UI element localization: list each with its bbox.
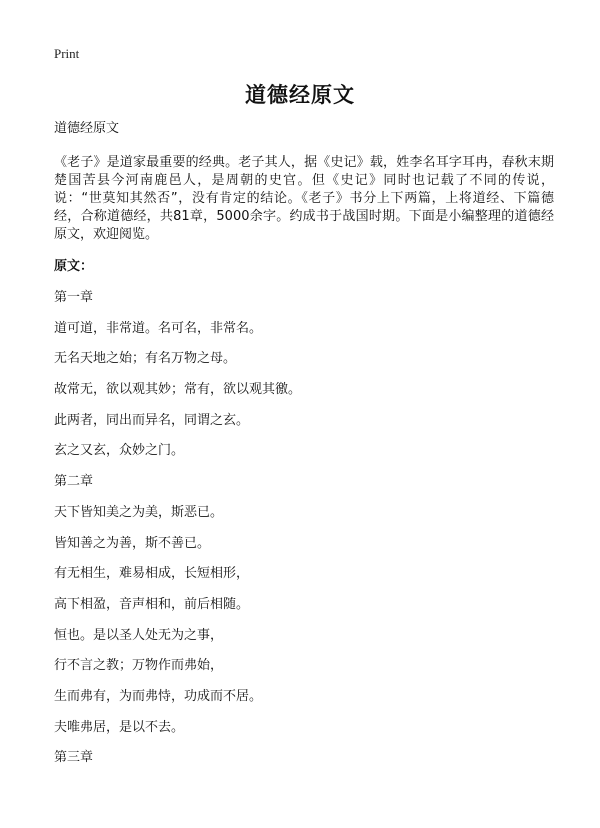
text-line: 夫唯弗居，是以不去。 <box>54 719 185 735</box>
text-line: 玄之又玄，众妙之门。 <box>54 443 185 459</box>
chapter-heading: 第一章 <box>54 290 94 305</box>
text-line: 有无相生，难易相成，长短相形， <box>54 566 250 582</box>
text-line: 天下皆知美之为美，斯恶已。 <box>54 504 224 520</box>
page-title: 道德经原文 <box>245 83 355 107</box>
text-line: 故常无，欲以观其妙；常有，欲以观其徼。 <box>54 382 302 398</box>
text-line: 高下相盈，音声相和，前后相随。 <box>54 596 250 612</box>
text-line: 恒也。是以圣人处无为之事， <box>54 627 224 643</box>
text-line: 皆知善之为善，斯不善已。 <box>54 535 211 551</box>
text-line: 行不言之教；万物作而弗始， <box>54 658 224 674</box>
text-line: 道可道，非常道。名可名，非常名。 <box>54 320 263 336</box>
text-line: 此两者，同出而异名，同谓之玄。 <box>54 412 250 428</box>
chapter-heading: 第二章 <box>54 474 94 490</box>
chapter-heading: 第三章 <box>54 750 94 766</box>
text-line: 无名天地之始；有名万物之母。 <box>54 351 237 367</box>
print-link[interactable]: Print <box>54 46 80 61</box>
document-body <box>54 120 554 780</box>
intro-paragraph: 《老子》是道家最重要的经典。老子其人，据《史记》载，姓李名耳字耳冉，春秋末期楚国苦县今河南鹿邑人，是周朝的史官。但《史记》同时也记载了不同的传说，说：“世莫知其然否”，没有肯定的结论。《老子》书分上下两篇，上将道经、下篇德经，合称道德经，共81章，5000余字。约成书于战国时期。下面是小编整理的道德经原文，欢迎阅览。 <box>54 155 554 242</box>
original-text-heading: 原文： <box>54 259 94 274</box>
document-subtitle: 道德经原文 <box>54 121 120 136</box>
text-line: 生而弗有，为而弗恃，功成而不居。 <box>54 688 263 704</box>
